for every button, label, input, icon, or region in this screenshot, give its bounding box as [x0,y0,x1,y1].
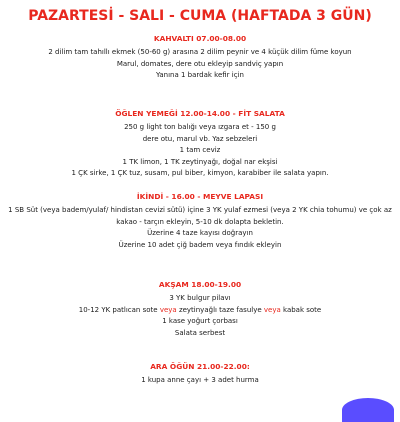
option-text: 10-12 YK patlıcan sote [78,305,158,314]
menu-line: Üzerine 4 taze kayısı doğrayın [147,229,253,238]
section-afternoon-snack [0,192,400,251]
menu-line: Üzerine 10 adet çiğ badem veya fındık ekleyin [118,240,282,249]
section-dinner [0,280,400,339]
menu-line: kakao - tarçın ekleyin, 5-10 dk dolapta bekletin. [116,217,284,226]
page-title: PAZARTESİ - SALI - CUMA (HAFTADA 3 GÜN) [28,8,372,24]
menu-line: 1 ÇK sirke, 1 ÇK tuz, susam, pul biber, kimyon, karabiber ile salata yapın. [71,169,329,178]
menu-line: Yanına 1 bardak kefir için [156,71,244,80]
section-breakfast [0,34,400,82]
menu-line: Salata serbest [174,328,226,337]
section-heading: AKŞAM 18.00-19.00 [158,280,242,289]
corner-decoration [342,398,394,422]
menu-line: 1 kase yoğurt çorbası [162,317,238,326]
section-heading: İKİNDİ - 16.00 - MEYVE LAPASI [136,192,264,201]
menu-line: 1 tam ceviz [179,146,221,155]
section-heading: ÖĞLEN YEMEĞİ 12.00-14.00 - FİT SALATA [115,109,285,118]
menu-line: dere otu, marul vb. Yaz sebzeleri [142,134,258,143]
menu-line: Marul, domates, dere otu ekleyip sandviç yapın [116,59,284,68]
section-heading: KAHVALTI 07.00-08.00 [153,34,247,43]
option-text: kabak sote [283,305,322,314]
menu-line-with-options [0,305,400,317]
menu-line: 3 YK bulgur pilavı [169,294,231,302]
highlight-word: veya [159,305,177,314]
menu-line: 1 TK limon, 1 TK zeytinyağı, doğal nar ekşisi [122,157,278,166]
highlight-word: veya [263,305,281,314]
menu-line: 1 SB Süt (veya badem/yulaf/ hindistan cevizi sütü) içine 3 YK yulaf ezmesi (veya 2 YK chia tohumu) ve çok az [8,206,392,214]
section-lunch [0,109,400,180]
option-text: zeytinyağlı taze fasulye [178,305,262,314]
section-heading: ARA ÖĞÜN 21.00-22.00: [150,362,250,371]
menu-line: 250 g light ton balığı veya ızgara et - 150 g [124,123,276,131]
menu-line: 1 kupa anne çayı + 3 adet hurma [141,376,259,384]
menu-line: 2 dilim tam tahıllı ekmek (50-60 g) arasına 2 dilim peynir ve 4 küçük dilim füme koyun [48,48,352,56]
section-evening-snack [0,362,400,387]
